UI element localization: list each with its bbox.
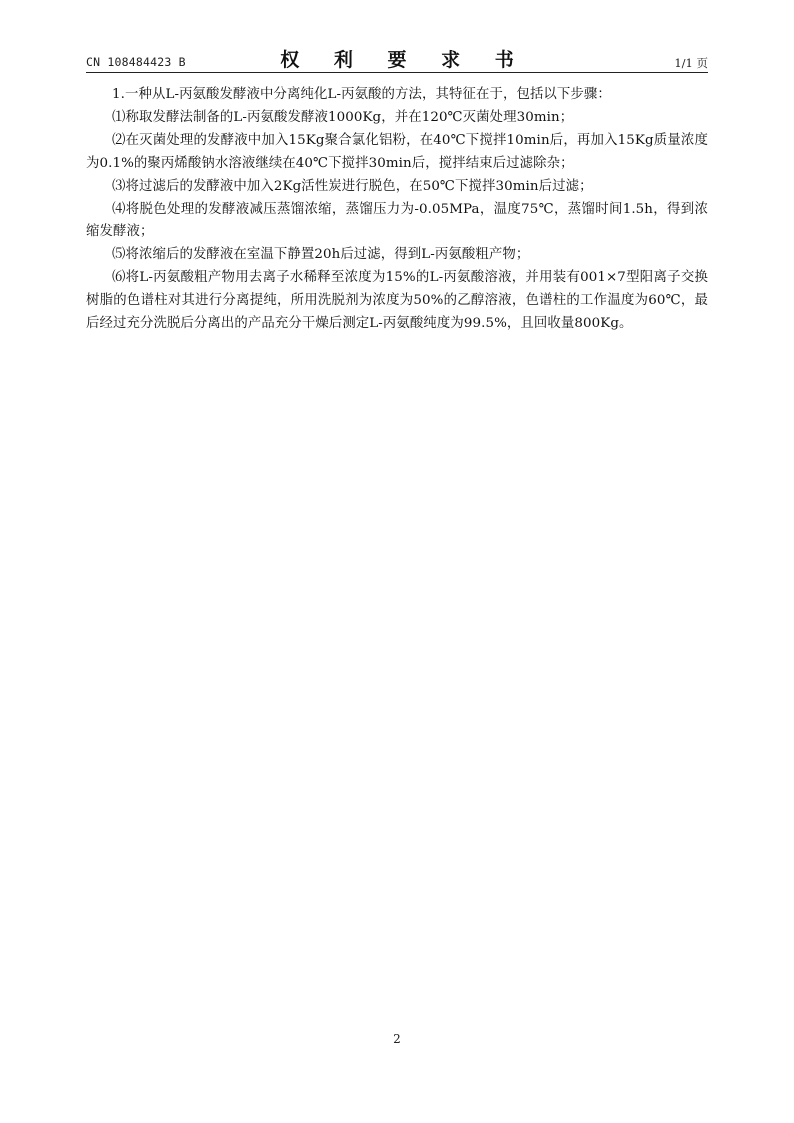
claim-step-5: ⑸将浓缩后的发酵液在室温下静置20h后过滤，得到L-丙氨酸粗产物；	[112, 247, 530, 263]
claim-step-3: ⑶将过滤后的发酵液中加入2Kg活性炭进行脱色，在50℃下搅拌30min后过滤；	[112, 178, 593, 194]
claim-1-intro: 1.一种从L-丙氨酸发酵液中分离纯化L-丙氨酸的方法，其特征在于，包括以下步骤：	[112, 87, 611, 102]
page-header	[86, 44, 708, 73]
document-title: 权 利 要 求 书	[280, 49, 528, 71]
claim-step-1: ⑴称取发酵法制备的L-丙氨酸发酵液1000Kg，并在120℃灭菌处理30min；	[112, 109, 574, 125]
page-count: 1/1 页	[674, 56, 708, 70]
page-number: 2	[393, 1032, 401, 1046]
claim-step-6: ⑹将L-丙氨酸粗产物用去离子水稀释至浓度为15%的L-丙氨酸溶液，并用装有001×7型阳离子交换树脂的色谱柱对其进行分离提纯，所用洗脱剂为浓度为50%的乙醇溶液，色谱柱的工作温度为60℃，最后经过充分洗脱后分离出的产品充分干燥后测定L-丙氨酸纯度为99.5%，且回收量800Kg。	[86, 270, 708, 332]
claims-body	[86, 84, 708, 336]
patent-number: CN 108484423 B	[86, 55, 186, 69]
claim-step-2: ⑵在灭菌处理的发酵液中加入15Kg聚合氯化铝粉，在40℃下搅拌10min后，再加入15Kg质量浓度为0.1%的聚丙烯酸钠水溶液继续在40℃下搅拌30min后，搅拌结束后过滤除杂；	[86, 132, 708, 171]
claim-step-4: ⑷将脱色处理的发酵液减压蒸馏浓缩，蒸馏压力为-0.05MPa，温度75℃，蒸馏时间1.5h，得到浓缩发酵液；	[86, 201, 708, 240]
